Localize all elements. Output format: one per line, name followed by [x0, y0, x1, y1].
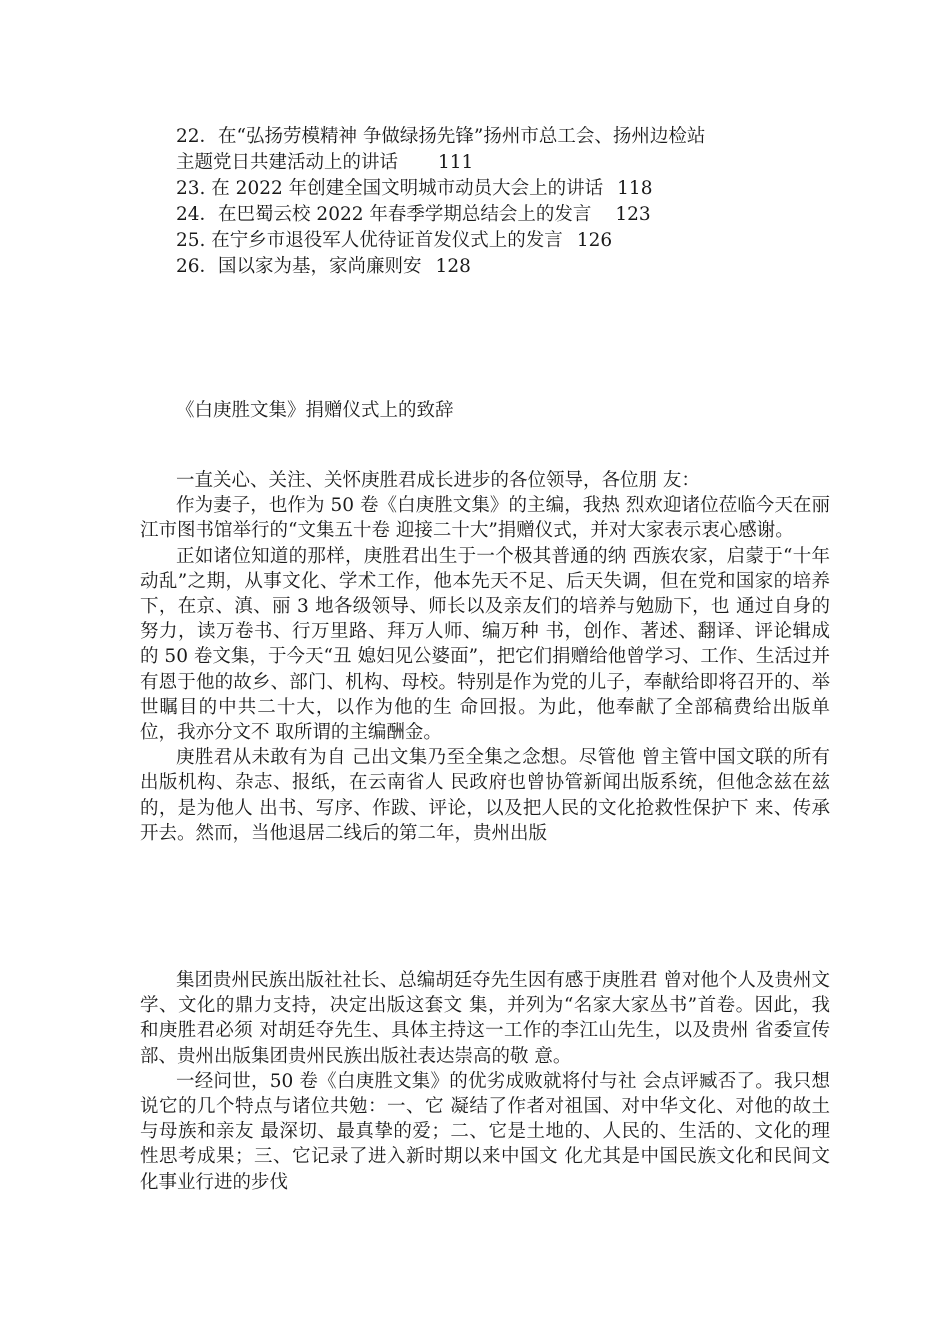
toc-item-23	[140, 176, 820, 202]
toc-item-22-text: 主题党日共建活动上的讲话	[176, 152, 399, 173]
toc-item-26	[140, 254, 820, 280]
article-title: 《白庚胜文集》捐赠仪式上的致辞	[176, 400, 454, 421]
paragraph: 庚胜君从未敢有为自 己出文集乃至全集之念想。尽管他 曾主管中国文联的所有出版机构、杂志、报纸，在云南省人 民政府也曾协管新闻出版系统，但他念兹在兹的，是为他人 出书、写序、作跋、评论，以及把人民的文化抢救性保护下 来、传承开去。然而，当他退居二线后的第二年，贵州出版	[140, 747, 830, 844]
toc-item-26-text: 26．国以家为基，家尚廉则安	[176, 256, 422, 277]
toc-item-25-text: 25. 在宁乡市退役军人优待证首发仪式上的发言	[176, 230, 563, 251]
paragraph: 一经问世，50 卷《白庚胜文集》的优劣成败就将付与社 会点评臧否了。我只想说它的几个特点与诸位共勉：一、它 凝结了作者对祖国、对中华文化、对他的故土与母族和亲友 最深切、最真挚的爱；二、它是土地的、人民的、生活的、文化的理性思考成果；三、它记录了进入新时期以来中国文 化尤其是中国民族文化和民间文化事业行进的步伐	[140, 1070, 830, 1193]
toc-item-25	[140, 228, 820, 254]
paragraph: 正如诸位知道的那样，庚胜君出生于一个极其普通的纳 西族农家，启蒙于“十年动乱”之期，从事文化、学术工作，他本先天不足、后天失调，但在党和国家的培养下，在京、滇、丽 3 地各级领导、师长以及亲友们的培养与勉励下，也 通过自身的努力，读万卷书、行万里路、拜万人师、编万种 书，创作、著述、翻译、评论辑成的 50 卷文集，于今天“丑 媳妇见公婆面”，把它们捐赠给他曾学习、工作、生活过并 有恩于他的故乡、部门、机构、母校。特别是作为党的儿子，奉献给即将召开的、举世瞩目的中共二十大，以作为他的生 命回报。为此，他奉献了全部稿费给出版单位，我亦分文不 取所谓的主编酬金。	[140, 545, 830, 744]
toc-item-24-text: 24．在巴蜀云校 2022 年春季学期总结会上的发言	[176, 204, 592, 225]
paragraph: 集团贵州民族出版社社长、总编胡廷夺先生因有感于庚胜君 曾对他个人及贵州文学、文化的鼎力支持，决定出版这套文 集，并列为“名家大家丛书”首卷。因此，我和庚胜君必须 对胡廷夺先生、具体主持这一工作的李江山先生，以及贵州 省委宣传部、贵州出版集团贵州民族出版社表达崇高的敬 意。	[140, 970, 830, 1067]
toc-item-22: 22．在“弘扬劳模精神 争做绿扬先锋”扬州市总工会、扬州边检站	[176, 126, 706, 147]
article-body-part-2	[140, 968, 830, 1195]
toc-page-number: 111	[438, 152, 474, 173]
toc-page-number: 126	[576, 230, 613, 251]
toc-item-23-text: 23. 在 2022 年创建全国文明城市动员大会上的讲话	[176, 178, 604, 199]
paragraph: 作为妻子，也作为 50 卷《白庚胜文集》的主编，我热 烈欢迎诸位莅临今天在丽江市图书馆举行的“文集五十卷 迎接二十大”捐赠仪式，并对大家表示衷心感谢。	[140, 495, 830, 542]
toc-page-number: 128	[435, 256, 471, 277]
toc-page-number: 123	[615, 204, 651, 225]
toc-item-24	[140, 202, 820, 228]
article-body-part-1	[140, 468, 830, 846]
toc-page-number: 118	[617, 178, 653, 199]
table-of-contents	[140, 124, 820, 280]
paragraph-salutation: 一直关心、关注、关怀庚胜君成长进步的各位领导，各位朋 友：	[176, 470, 700, 491]
toc-item-22-continued	[140, 150, 820, 176]
